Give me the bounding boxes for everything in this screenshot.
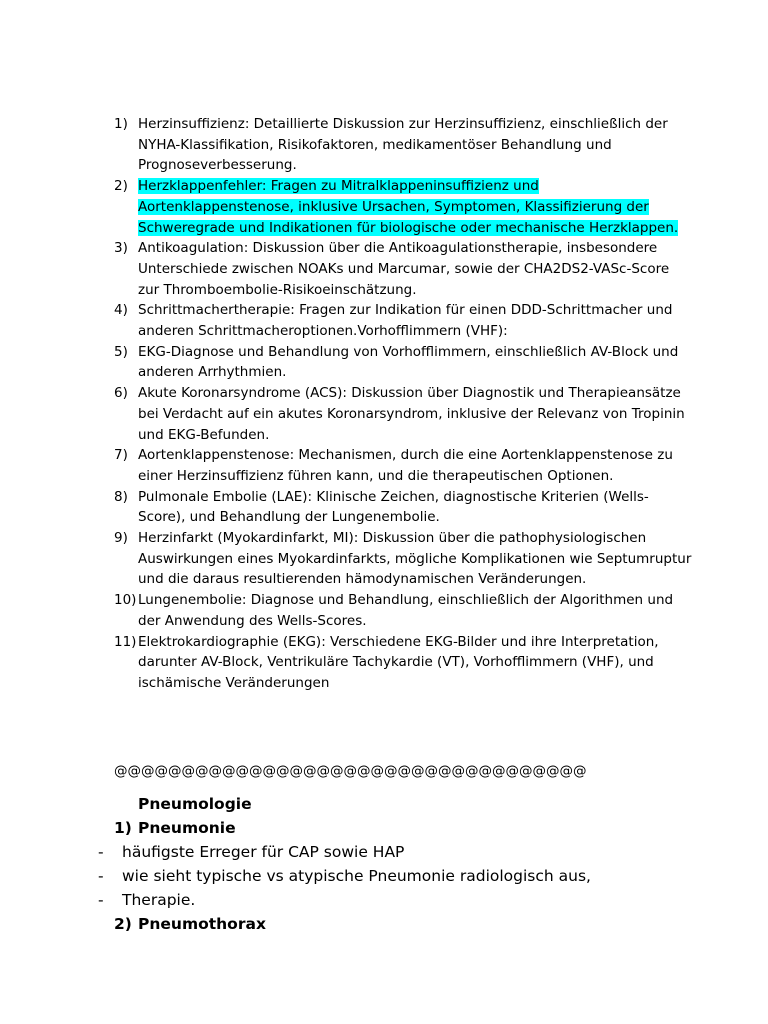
list-text: Aortenklappenstenose: Mechanismen, durch die eine Aortenklappenstenose zu einer Herzinsuffizienz führen kann, und die therapeutischen Optionen. bbox=[138, 447, 673, 484]
pneumology-item-2 bbox=[114, 915, 266, 933]
dash-marker: - bbox=[98, 891, 104, 909]
item-number: 1) bbox=[114, 819, 132, 837]
list-text-highlighted bbox=[138, 176, 694, 238]
bullet-text: wie sieht typische vs atypische Pneumonie radiologisch aus, bbox=[122, 867, 591, 885]
list-number: 9) bbox=[114, 530, 128, 547]
list-text: Elektrokardiographie (EKG): Verschiedene EKG-Bilder und ihre Interpretation, darunter AV-Block, Ventrikuläre Tachykardie (VT), Vorhofflimmern (VHF), und ischämische Veränderungen bbox=[138, 633, 659, 691]
list-number: 6) bbox=[114, 385, 128, 402]
pneumology-item-1 bbox=[114, 819, 236, 837]
list-item bbox=[114, 114, 694, 176]
section-title-pneumologie: Pneumologie bbox=[138, 795, 252, 813]
list-item bbox=[114, 632, 694, 694]
list-number: 2) bbox=[114, 178, 128, 195]
list-item bbox=[114, 342, 694, 383]
bullet-item bbox=[98, 867, 591, 885]
list-text: Schrittmachertherapie: Fragen zur Indikation für einen DDD-Schrittmacher und anderen Schrittmacheroptionen.Vorhofflimmern (VHF): bbox=[138, 302, 673, 340]
list-number: 5) bbox=[114, 343, 128, 360]
list-text: Pulmonale Embolie (LAE): Klinische Zeichen, diagnostische Kriterien (Wells-Score), und Behandlung der Lungenembolie. bbox=[138, 488, 649, 526]
list-text: Lungenembolie: Diagnose und Behandlung, einschließlich der Algorithmen und der Anwendung des Wells-Scores. bbox=[138, 592, 674, 629]
item-label: Pneumonie bbox=[138, 819, 236, 837]
list-number: 1) bbox=[114, 116, 128, 132]
list-text: EKG-Diagnose und Behandlung von Vorhofflimmern, einschließlich AV-Block und anderen Arrhythmien. bbox=[138, 343, 679, 381]
list-text: Herzinfarkt (Myokardinfarkt, MI): Diskussion über die pathophysiologischen Auswirkungen eines Myokardinfarkts, mögliche Komplikationen wie Septumruptur und die daraus resultierenden hämodynamischen Veränderungen. bbox=[138, 530, 692, 588]
highlighted-text: Herzklappenfehler: Fragen zu Mitralklappeninsuffizienz und Aortenklappenstenose, inklusive Ursachen, Symptomen, Klassifizierung der Schweregrade und Indikationen für biologische oder mechanische Herzklappen. bbox=[138, 178, 679, 236]
list-item bbox=[114, 238, 694, 300]
dash-marker: - bbox=[98, 867, 104, 885]
list-item bbox=[114, 590, 694, 631]
list-item bbox=[114, 383, 694, 445]
bullet-text: Therapie. bbox=[122, 891, 196, 909]
list-item bbox=[114, 445, 694, 486]
list-item bbox=[114, 528, 694, 590]
list-text: Antikoagulation: Diskussion über die Antikoagulationstherapie, insbesondere Unterschiede zwischen NOAKs und Marcumar, sowie der CHA2DS2-VASc-Score zur Thromboembolie-Risikoeinschätzung. bbox=[138, 240, 670, 298]
list-item bbox=[114, 300, 694, 341]
list-text: Akute Koronarsyndrome (ACS): Diskussion über Diagnostik und Therapieansätze bei Verdacht auf ein akutes Koronarsyndrom, inklusive der Relevanz von Tropinin und EKG-Befunden. bbox=[138, 385, 685, 443]
list-number: 10) bbox=[114, 592, 137, 609]
dash-marker: - bbox=[98, 843, 104, 861]
separator-line: @@@@@@@@@@@@@@@@@@@@@@@@@@@@@@@@@@@ bbox=[114, 763, 587, 779]
list-number: 3) bbox=[114, 240, 128, 257]
bullet-text: häufigste Erreger für CAP sowie HAP bbox=[122, 843, 405, 861]
item-label: Pneumothorax bbox=[138, 915, 266, 933]
list-item-highlighted bbox=[114, 176, 694, 238]
bullet-item bbox=[98, 891, 195, 909]
list-number: 8) bbox=[114, 488, 128, 505]
list-item bbox=[114, 487, 694, 528]
cardiology-list bbox=[114, 114, 694, 694]
list-number: 4) bbox=[114, 302, 128, 319]
bullet-item bbox=[98, 843, 404, 861]
list-number: 7) bbox=[114, 447, 128, 464]
list-text: Herzinsuffizienz: Detaillierte Diskussion zur Herzinsuffizienz, einschließlich der NYHA-Klassifikation, Risikofaktoren, medikamentöser Behandlung und Prognoseverbesserung. bbox=[138, 116, 668, 174]
item-number: 2) bbox=[114, 915, 132, 933]
list-number: 11) bbox=[114, 633, 137, 650]
